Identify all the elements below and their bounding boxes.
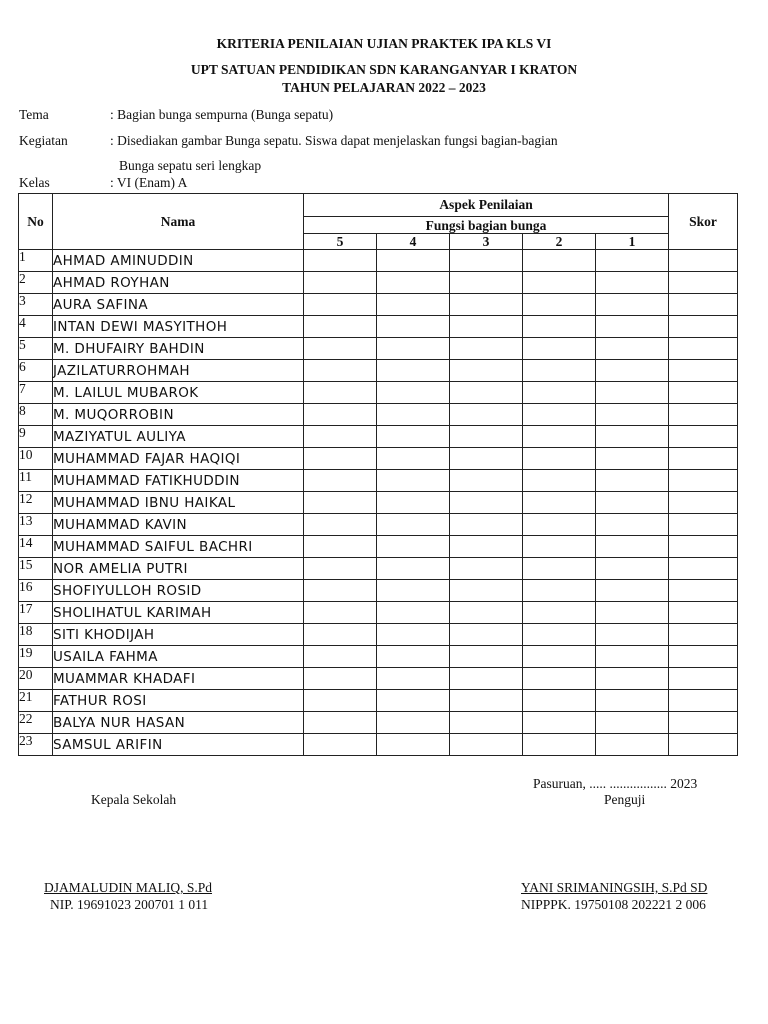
row-number: 20 <box>19 668 53 690</box>
table-row <box>19 470 738 492</box>
examiner-name: YANI SRIMANINGSIH, S.Pd SD <box>521 880 708 895</box>
skor-cell <box>669 646 738 668</box>
score-cell <box>450 338 523 360</box>
header-score-4: 4 <box>377 234 450 250</box>
score-cell <box>304 690 377 712</box>
row-number: 13 <box>19 514 53 536</box>
score-cell <box>304 404 377 426</box>
score-cell <box>450 448 523 470</box>
score-cell <box>377 272 450 294</box>
skor-cell <box>669 404 738 426</box>
student-name: MUHAMMAD FATIKHUDDIN <box>53 470 304 492</box>
score-cell <box>377 294 450 316</box>
row-number: 11 <box>19 470 53 492</box>
score-cell <box>596 382 669 404</box>
score-cell <box>523 470 596 492</box>
score-cell <box>377 536 450 558</box>
document-title: KRITERIA PENILAIAN UJIAN PRAKTEK IPA KLS VI <box>216 36 552 51</box>
row-number: 10 <box>19 448 53 470</box>
score-cell <box>596 316 669 338</box>
score-cell <box>596 668 669 690</box>
skor-cell <box>669 690 738 712</box>
kelas-label: Kelas <box>19 175 50 190</box>
skor-cell <box>669 602 738 624</box>
student-name: M. DHUFAIRY BAHDIN <box>53 338 304 360</box>
row-number: 22 <box>19 712 53 734</box>
table-row <box>19 448 738 470</box>
table-row <box>19 624 738 646</box>
score-cell <box>450 250 523 272</box>
student-name: NOR AMELIA PUTRI <box>53 558 304 580</box>
score-cell <box>523 558 596 580</box>
skor-cell <box>669 360 738 382</box>
score-cell <box>304 646 377 668</box>
score-cell <box>596 404 669 426</box>
table-row <box>19 602 738 624</box>
score-cell <box>450 602 523 624</box>
score-cell <box>304 712 377 734</box>
header-no: No <box>19 194 53 250</box>
score-cell <box>450 316 523 338</box>
row-number: 14 <box>19 536 53 558</box>
score-cell <box>596 448 669 470</box>
table-row <box>19 272 738 294</box>
row-number: 8 <box>19 404 53 426</box>
score-cell <box>304 580 377 602</box>
student-name: MUHAMMAD KAVIN <box>53 514 304 536</box>
score-cell <box>523 316 596 338</box>
score-cell <box>596 492 669 514</box>
skor-cell <box>669 734 738 756</box>
skor-cell <box>669 668 738 690</box>
table-row <box>19 514 738 536</box>
score-cell <box>523 514 596 536</box>
row-number: 12 <box>19 492 53 514</box>
score-cell <box>304 448 377 470</box>
student-name: SHOFIYULLOH ROSID <box>53 580 304 602</box>
student-name: USAILA FAHMA <box>53 646 304 668</box>
student-name: BALYA NUR HASAN <box>53 712 304 734</box>
score-cell <box>596 580 669 602</box>
score-cell <box>377 448 450 470</box>
score-cell <box>377 470 450 492</box>
table-row <box>19 426 738 448</box>
score-cell <box>523 426 596 448</box>
student-name: MUHAMMAD IBNU HAIKAL <box>53 492 304 514</box>
tema-label: Tema <box>19 107 49 122</box>
score-cell <box>377 668 450 690</box>
score-cell <box>596 558 669 580</box>
skor-cell <box>669 382 738 404</box>
row-number: 2 <box>19 272 53 294</box>
score-cell <box>450 272 523 294</box>
row-number: 17 <box>19 602 53 624</box>
score-cell <box>596 712 669 734</box>
score-cell <box>450 668 523 690</box>
score-cell <box>523 360 596 382</box>
score-cell <box>596 536 669 558</box>
score-cell <box>523 580 596 602</box>
score-cell <box>377 580 450 602</box>
score-cell <box>596 294 669 316</box>
header-score-5: 5 <box>304 234 377 250</box>
table-row <box>19 558 738 580</box>
score-cell <box>304 316 377 338</box>
score-cell <box>304 294 377 316</box>
table-row <box>19 712 738 734</box>
score-cell <box>450 492 523 514</box>
score-cell <box>304 668 377 690</box>
score-cell <box>450 536 523 558</box>
score-cell <box>377 426 450 448</box>
student-name: INTAN DEWI MASYITHOH <box>53 316 304 338</box>
score-cell <box>450 624 523 646</box>
table-row <box>19 580 738 602</box>
score-cell <box>523 294 596 316</box>
score-cell <box>523 448 596 470</box>
score-cell <box>377 316 450 338</box>
score-cell <box>523 492 596 514</box>
score-cell <box>377 382 450 404</box>
kegiatan-label: Kegiatan <box>19 133 68 148</box>
score-cell <box>304 558 377 580</box>
score-cell <box>450 712 523 734</box>
tema-value: : Bagian bunga sempurna (Bunga sepatu) <box>110 107 334 122</box>
student-name: MUAMMAR KHADAFI <box>53 668 304 690</box>
skor-cell <box>669 514 738 536</box>
score-cell <box>596 514 669 536</box>
row-number: 1 <box>19 250 53 272</box>
score-cell <box>304 382 377 404</box>
score-cell <box>523 536 596 558</box>
skor-cell <box>669 624 738 646</box>
score-cell <box>377 624 450 646</box>
header-fungsi-bagian-bunga: Fungsi bagian bunga <box>304 217 669 234</box>
header-skor: Skor <box>669 194 738 250</box>
score-cell <box>377 558 450 580</box>
skor-cell <box>669 250 738 272</box>
student-name: JAZILATURROHMAH <box>53 360 304 382</box>
skor-cell <box>669 492 738 514</box>
skor-cell <box>669 272 738 294</box>
score-cell <box>377 712 450 734</box>
score-cell <box>450 690 523 712</box>
table-row <box>19 690 738 712</box>
row-number: 18 <box>19 624 53 646</box>
table-row <box>19 338 738 360</box>
student-name: AHMAD ROYHAN <box>53 272 304 294</box>
table-row <box>19 250 738 272</box>
score-cell <box>596 734 669 756</box>
score-cell <box>450 382 523 404</box>
score-cell <box>450 294 523 316</box>
score-cell <box>596 690 669 712</box>
table-row <box>19 668 738 690</box>
score-cell <box>450 558 523 580</box>
row-number: 21 <box>19 690 53 712</box>
table-row <box>19 382 738 404</box>
score-cell <box>596 338 669 360</box>
row-number: 15 <box>19 558 53 580</box>
header-nama: Nama <box>53 194 304 250</box>
row-number: 6 <box>19 360 53 382</box>
score-cell <box>304 624 377 646</box>
score-cell <box>523 690 596 712</box>
table-row <box>19 646 738 668</box>
row-number: 16 <box>19 580 53 602</box>
table-row <box>19 536 738 558</box>
score-cell <box>304 734 377 756</box>
table-row <box>19 316 738 338</box>
student-name: MAZIYATUL AULIYA <box>53 426 304 448</box>
academic-year: TAHUN PELAJARAN 2022 – 2023 <box>282 80 486 95</box>
student-name: M. MUQORROBIN <box>53 404 304 426</box>
score-cell <box>377 514 450 536</box>
score-cell <box>596 360 669 382</box>
table-row <box>19 492 738 514</box>
principal-nip: NIP. 19691023 200701 1 011 <box>50 897 209 912</box>
score-cell <box>596 602 669 624</box>
score-cell <box>523 602 596 624</box>
score-cell <box>596 646 669 668</box>
student-name: M. LAILUL MUBAROK <box>53 382 304 404</box>
score-cell <box>304 514 377 536</box>
score-cell <box>377 360 450 382</box>
student-name: MUHAMMAD SAIFUL BACHRI <box>53 536 304 558</box>
skor-cell <box>669 470 738 492</box>
student-name: MUHAMMAD FAJAR HAQIQI <box>53 448 304 470</box>
score-cell <box>450 470 523 492</box>
score-cell <box>377 250 450 272</box>
row-number: 19 <box>19 646 53 668</box>
skor-cell <box>669 536 738 558</box>
principal-name: DJAMALUDIN MALIQ, S.Pd <box>44 880 213 895</box>
score-cell <box>596 272 669 294</box>
score-cell <box>377 404 450 426</box>
score-cell <box>377 338 450 360</box>
score-cell <box>596 624 669 646</box>
score-cell <box>450 426 523 448</box>
score-cell <box>523 712 596 734</box>
score-cell <box>377 646 450 668</box>
row-number: 4 <box>19 316 53 338</box>
student-rows <box>19 250 738 756</box>
row-number: 9 <box>19 426 53 448</box>
skor-cell <box>669 558 738 580</box>
row-number: 5 <box>19 338 53 360</box>
student-name: SHOLIHATUL KARIMAH <box>53 602 304 624</box>
student-name: FATHUR ROSI <box>53 690 304 712</box>
table-row <box>19 360 738 382</box>
skor-cell <box>669 448 738 470</box>
score-cell <box>450 404 523 426</box>
score-cell <box>304 360 377 382</box>
score-cell <box>596 250 669 272</box>
table-row <box>19 404 738 426</box>
skor-cell <box>669 316 738 338</box>
score-cell <box>377 492 450 514</box>
score-cell <box>523 272 596 294</box>
skor-cell <box>669 712 738 734</box>
score-cell <box>377 602 450 624</box>
score-cell <box>304 272 377 294</box>
score-cell <box>377 734 450 756</box>
score-cell <box>304 536 377 558</box>
score-cell <box>450 734 523 756</box>
kegiatan-value: : Disediakan gambar Bunga sepatu. Siswa dapat menjelaskan fungsi bagian-bagian <box>110 133 558 148</box>
row-number: 7 <box>19 382 53 404</box>
score-cell <box>523 404 596 426</box>
score-cell <box>523 382 596 404</box>
score-cell <box>450 580 523 602</box>
student-name: SAMSUL ARIFIN <box>53 734 304 756</box>
score-cell <box>304 338 377 360</box>
header-score-1: 1 <box>596 234 669 250</box>
kelas-value: : VI (Enam) A <box>110 175 188 190</box>
table-row <box>19 294 738 316</box>
examiner-role: Penguji <box>604 792 646 807</box>
score-cell <box>377 690 450 712</box>
score-cell <box>523 734 596 756</box>
header-score-3: 3 <box>450 234 523 250</box>
school-name: UPT SATUAN PENDIDIKAN SDN KARANGANYAR I KRATON <box>190 62 578 77</box>
kegiatan-value-line2: Bunga sepatu seri lengkap <box>119 158 262 173</box>
score-cell <box>304 470 377 492</box>
assessment-table <box>18 193 738 756</box>
score-cell <box>523 668 596 690</box>
skor-cell <box>669 580 738 602</box>
student-name: AHMAD AMINUDDIN <box>53 250 304 272</box>
score-cell <box>450 514 523 536</box>
row-number: 23 <box>19 734 53 756</box>
principal-role: Kepala Sekolah <box>91 792 177 807</box>
score-cell <box>523 624 596 646</box>
header-score-2: 2 <box>523 234 596 250</box>
skor-cell <box>669 426 738 448</box>
place-date: Pasuruan, ..... ................. 2023 <box>533 776 698 791</box>
score-cell <box>523 646 596 668</box>
score-cell <box>450 360 523 382</box>
student-name: SITI KHODIJAH <box>53 624 304 646</box>
score-cell <box>304 492 377 514</box>
examiner-nipppk: NIPPPK. 19750108 202221 2 006 <box>521 897 706 912</box>
score-cell <box>523 338 596 360</box>
score-cell <box>523 250 596 272</box>
skor-cell <box>669 338 738 360</box>
score-cell <box>596 426 669 448</box>
table-row <box>19 734 738 756</box>
skor-cell <box>669 294 738 316</box>
row-number: 3 <box>19 294 53 316</box>
score-cell <box>450 646 523 668</box>
score-cell <box>596 470 669 492</box>
score-cell <box>304 250 377 272</box>
score-cell <box>304 602 377 624</box>
score-cell <box>304 426 377 448</box>
header-aspek-penilaian: Aspek Penilaian <box>304 194 669 217</box>
student-name: AURA SAFINA <box>53 294 304 316</box>
